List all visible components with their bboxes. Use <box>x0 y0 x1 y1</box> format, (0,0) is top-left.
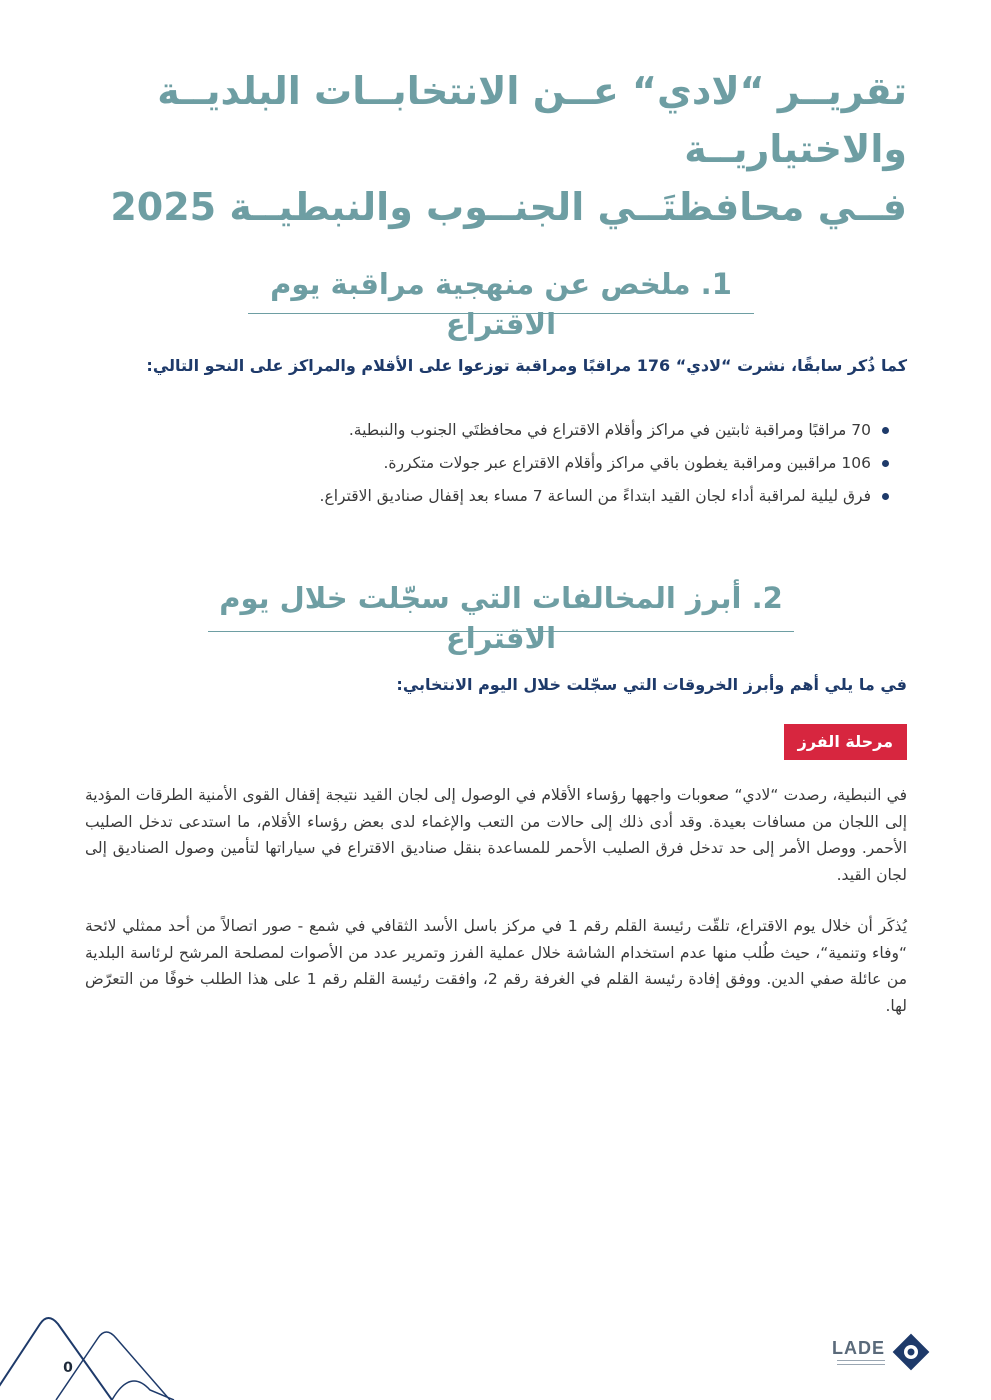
bullet-icon <box>882 460 889 467</box>
section-2-underline <box>208 631 794 632</box>
list-item-text: فرق ليلية لمراقبة أداء لجان القيد ابتداءً من الساعة 7 مساء بعد إقفال صناديق الاقتراع. <box>319 487 871 505</box>
monitor-distribution-list <box>91 414 891 513</box>
logo-tagline-lines <box>837 1360 885 1365</box>
page-title <box>77 62 907 236</box>
page-number: 0 <box>63 1360 73 1376</box>
corner-decoration-icon <box>0 1280 190 1400</box>
section-1-lead: كما ذُكر سابقًا، نشرت “لادي“ 176 مراقبًا ومراقبة توزعوا على الأقلام والمراكز على النحو التالي: <box>146 356 907 375</box>
list-item-text: 70 مراقبًا ومراقبة ثابتين في مراكز وأقلام الاقتراع في محافظتَي الجنوب والنبطية. <box>348 421 871 439</box>
section-1-heading: 1. ملخص عن منهجية مراقبة يوم الاقتراع <box>270 267 732 341</box>
counting-stage-badge: مرحلة الفرز <box>784 724 907 760</box>
section-2-lead: في ما يلي أهم وأبرز الخروقات التي سجّلت خلال اليوم الانتخابي: <box>396 675 907 694</box>
logo-wordmark: LADE <box>832 1338 885 1358</box>
lade-logo-icon <box>891 1332 931 1372</box>
paragraph-shamaa: يُذكَر أن خلال يوم الاقتراع، تلقّت رئيسة القلم رقم 1 في مركز باسل الأسد الثقافي في شمع - صور اتصالاً من أحد ممثلي لائحة “وفاء وتنمية“، حيث طُلب منها عدم استخدام الشاشة خلال عملية الفرز وتمرير عدد من الأصوات لمصلحة المرشح لرئاسة البلدية من عائلة صفي الدين. ووفق إفادة رئيسة القلم في الغرفة رقم 2، وافقت رئيسة القلم رقم 1 على هذا الطلب خوفًا من التعرّض لها. <box>85 917 907 1015</box>
page-title-line-1: تقريــر “لادي“ عــن الانتخابــات البلديــة والاختياريــة <box>157 69 907 171</box>
list-item-text: 106 مراقبين ومراقبة يغطون باقي مراكز وأقلام الاقتراع عبر جولات متكررة. <box>383 454 871 472</box>
page-title-line-2: فــي محافظتَــي الجنــوب والنبطيــة 2025 <box>110 185 907 229</box>
list-item <box>91 447 891 480</box>
list-item <box>91 480 891 513</box>
bullet-icon <box>882 427 889 434</box>
lade-logo <box>831 1330 931 1374</box>
paragraph-nabatieh: في النبطية، رصدت “لادي“ صعوبات واجهها رؤساء الأقلام في الوصول إلى لجان القيد نتيجة إقفال القوى الأمنية الطرقات المؤدية إلى اللجان من مسافات بعيدة. وقد أدى ذلك إلى حالات من التعب والإغماء لدى بعض رؤساء الأقلام، ما استدعى تدخل الصليب الأحمر. ووصل الأمر إلى حد تدخل فرق الصليب الأحمر للمساعدة بنقل صناديق الاقتراع في سياراتها لتأمين وصول الصناديق إلى لجان القيد. <box>85 786 907 884</box>
section-2-heading: 2. أبرز المخالفات التي سجّلت خلال يوم الاقتراع <box>219 581 783 655</box>
list-item <box>91 414 891 447</box>
section-1-underline <box>248 313 754 314</box>
bullet-icon <box>882 493 889 500</box>
